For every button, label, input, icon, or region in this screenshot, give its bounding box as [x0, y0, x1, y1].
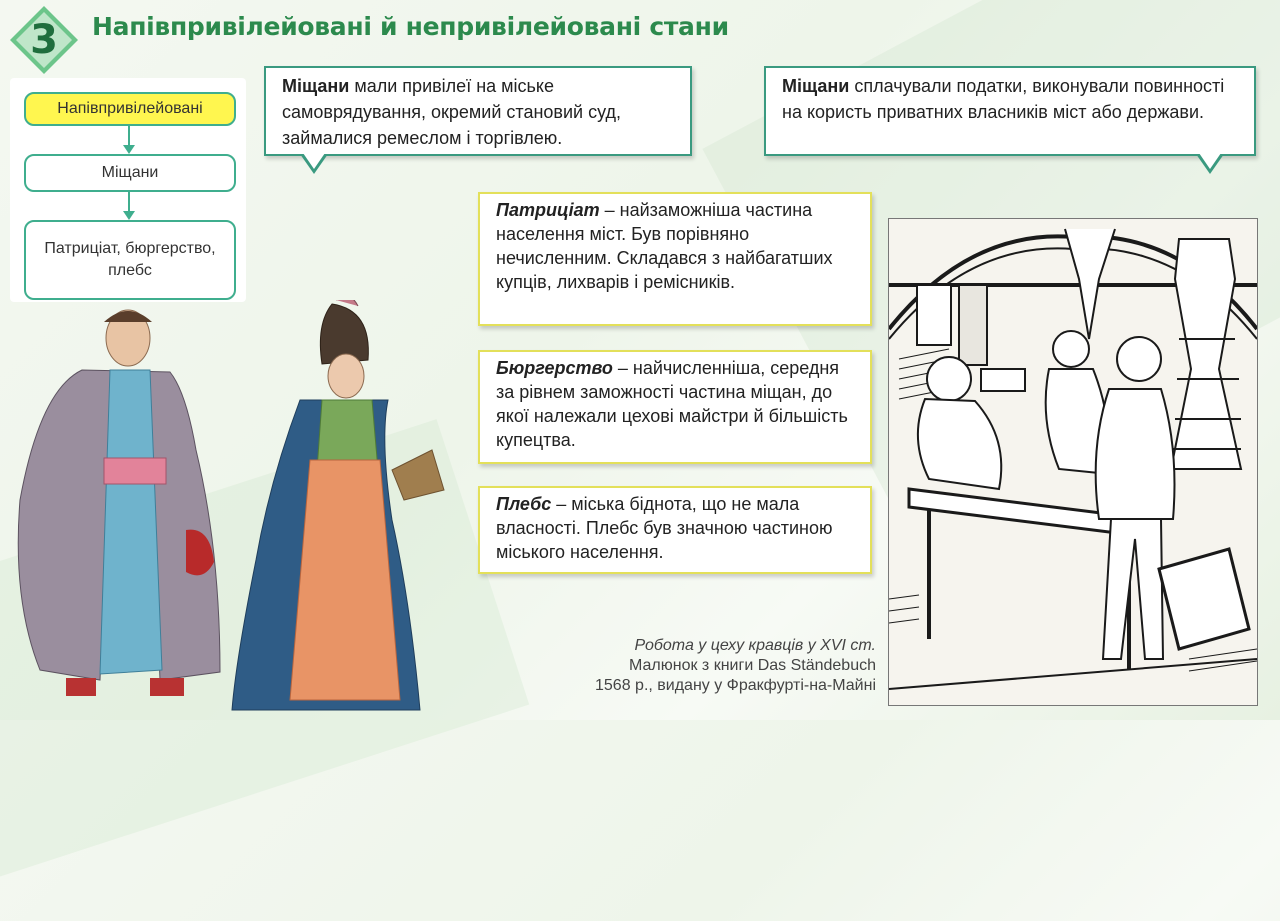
definition-text: – найзаможніша частина населення міст. Був порівняно нечисленним. Складався з найбагатших купців, лихварів і ремісників. — [496, 200, 833, 292]
hierarchy-bottom-node: Патриціат, бюргерство, плебс — [24, 220, 236, 300]
tailors-workshop-woodcut — [888, 218, 1258, 706]
definition-text: – найчисленніша, середня за рівнем заможності частина міщан, до якої належали цехові майстри й більшість купецтва. — [496, 358, 848, 450]
townsman-figure — [18, 310, 220, 696]
page-title: Напівпривілейовані й непривілейовані стани — [92, 12, 729, 41]
callout-text: сплачували податки, виконували повинності на користь приватних власників міст або держави. — [782, 76, 1225, 122]
townspeople-illustration — [0, 300, 460, 720]
definition-term: Плебс — [496, 494, 552, 514]
definition-text: – міська біднота, що не мала власності. Плебс був значною частиною міського населення. — [496, 494, 833, 562]
arrow-down-icon — [123, 145, 135, 154]
image-caption — [595, 636, 876, 696]
callout-term: Міщани — [282, 76, 350, 96]
hierarchy-connector — [128, 192, 130, 212]
callout-privileges — [264, 66, 692, 156]
hierarchy-connector — [128, 126, 130, 146]
definition-patriciate — [478, 192, 872, 326]
callout-tail-fill — [1199, 153, 1221, 169]
callout-tail-fill — [303, 153, 325, 169]
hierarchy-top-node: Напівпривілейовані — [24, 92, 236, 126]
caption-title: Робота у цеху кравців у XVI ст. — [634, 637, 876, 654]
caption-source: Малюнок з книги Das Ständebuch — [629, 657, 876, 674]
arrow-down-icon — [123, 211, 135, 220]
hierarchy-middle-node: Міщани — [24, 154, 236, 192]
callout-term: Міщани — [782, 76, 850, 96]
hierarchy-diagram — [10, 78, 246, 302]
townswoman-figure — [232, 300, 444, 710]
section-number: 3 — [30, 17, 58, 63]
definition-plebs — [478, 486, 872, 574]
caption-publication: 1568 р., видану у Фракфурті-на-Майні — [595, 677, 876, 694]
definition-term: Патриціат — [496, 200, 600, 220]
definition-burghers — [478, 350, 872, 464]
callout-duties — [764, 66, 1256, 156]
definition-term: Бюргерство — [496, 358, 613, 378]
callout-text: мали привілеї на міське самоврядування, окремий становий суд, займалися ремеслом і торгівлею. — [282, 76, 621, 148]
